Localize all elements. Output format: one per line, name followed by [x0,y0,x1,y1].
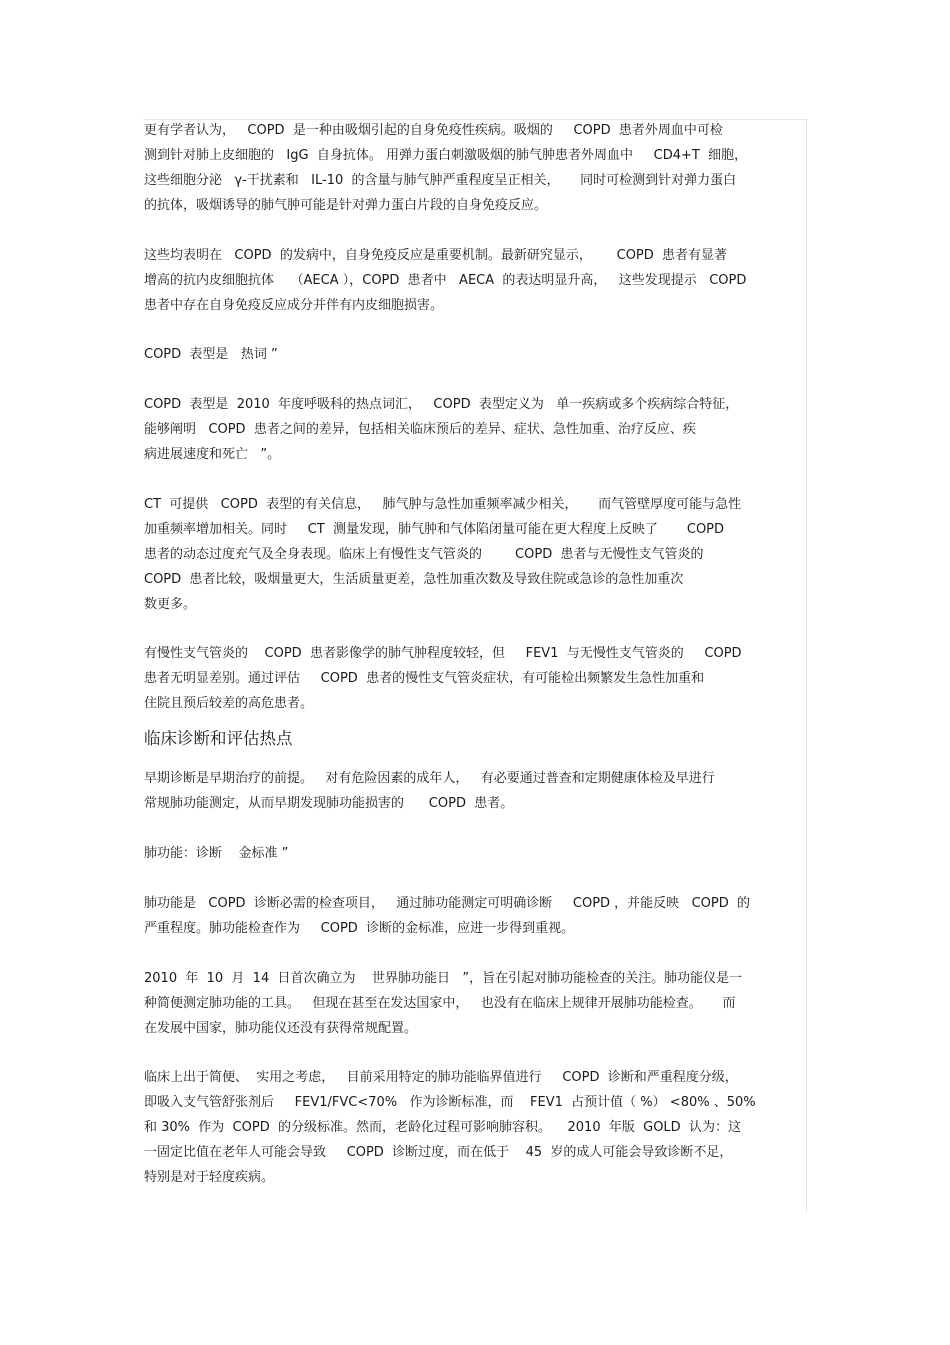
text-line: COPD 患者比较，吸烟量更大，生活质量更差，急性加重次数及导致住院或急诊的急性加重次 [144,571,684,587]
paragraph-early-diagnosis [144,766,806,816]
text-line: 有慢性支气管炎的 COPD 患者影像学的肺气肿程度较轻，但 FEV1 与无慢性支气管炎的 COPD [144,646,742,662]
paragraph-diagnostic-criteria [144,1065,806,1190]
paragraph-gap [144,218,806,243]
paragraph-gap [144,367,806,392]
text-line: 测到针对肺上皮细胞的 IgG 自身抗体。 用弹力蛋白刺激吸烟的肺气肿患者外周血中 CD4+T 细胞， [144,148,748,163]
text-line: 肺功能是 COPD 诊断必需的检查项目， 通过肺功能测定可明确诊断 COPD ，并能反映 COPD 的 [144,895,750,911]
paragraph-gap [144,617,806,642]
text-line: 严重程度。肺功能检查作为 COPD 诊断的金标准，应进一步得到重视。 [144,920,575,936]
text-line: COPD 表型是 热词 ” [144,347,278,363]
text-line: COPD 表型是 2010 年度呼吸科的热点词汇， COPD 表型定义为 单一疾病或多个疾病综合特征， [144,397,739,413]
text-line: 一固定比值在老年人可能会导致 COPD 诊断过度，而在低于 45 岁的成人可能会导致诊断不足， [144,1145,733,1161]
paragraph-gap [144,1041,806,1066]
paragraph-ct [144,492,806,617]
page-border-right [806,119,807,1212]
text-line: 加重频率增加相关。同时 CT 测量发现，肺气肿和气体陷闭量可能在更大程度上反映了 COPD [144,521,725,537]
text-line: 临床上出于简便、 实用之考虑， 目前采用特定的肺功能临界值进行 COPD 诊断和严重程度分级， [144,1070,738,1086]
paragraph-phenotype-definition [144,392,806,467]
subheading-phenotype [144,342,806,367]
text-line: 早期诊断是早期治疗的前提。 对有危险因素的成年人， 有必要通过普查和定期健康体检及早进行 [144,771,715,787]
paragraph-chronic-bronchitis [144,641,806,716]
paragraph-aeca [144,243,806,318]
text-line: 种简便测定肺功能的工具。 但现在甚至在发达国家中， 也没有在临床上规律开展肺功能检查。 而 [144,995,736,1011]
paragraph-gap [144,941,806,966]
paragraph-world-spirometry-day [144,966,806,1041]
paragraph-lung-function-test [144,891,806,941]
text-line: 的抗体，吸烟诱导的肺气肿可能是针对弹力蛋白片段的自身免疫反应。 [144,198,548,213]
text-line: 2010 年 10 月 14 日首次确立为 世界肺功能日 ”，旨在引起对肺功能检查的关注。肺功能仪是一 [144,970,743,986]
text-line: 患者的动态过度充气及全身表现。临床上有慢性支气管炎的 COPD 患者与无慢性支气管炎的 [144,546,704,562]
paragraph-gap [144,866,806,891]
paragraph-gap [144,816,806,841]
document-body [144,118,806,1190]
text-line: 常规肺功能测定，从而早期发现肺功能损害的 COPD 患者。 [144,796,514,812]
text-line: 肺功能：诊断 金标准 ” [144,846,289,862]
paragraph-gap [144,467,806,492]
text-line: 增高的抗内皮细胞抗体 （AECA ），COPD 患者中 AECA 的表达明显升高， 这些发现提示 COPD [144,272,747,288]
text-line: 患者中存在自身免疫反应成分并伴有内皮细胞损害。 [144,297,444,313]
text-line: 住院且预后较差的高危患者。 [144,696,314,712]
text-line: 这些细胞分泌 γ-干扰素和 IL-10 的含量与肺气肿严重程度呈正相关， 同时可检测到针对弹力蛋白 [144,173,737,188]
section-heading: 临床诊断和评估热点 [144,729,293,749]
text-line: 即吸入支气管舒张剂后 FEV1/FVC<70% 作为诊断标准，而 FEV1 占预计值（ %） <80% 、50% [144,1095,756,1111]
text-line: 病进展速度和死亡 ”。 [144,447,281,463]
text-line: CT 可提供 COPD 表型的有关信息， 肺气肿与急性加重频率减少相关， 而气管壁厚度可能与急性 [144,496,742,512]
text-line: 这些均表明在 COPD 的发病中，自身免疫反应是重要机制。最新研究显示， COPD 患者有显著 [144,247,728,263]
text-line: 特别是对于轻度疾病。 [144,1170,275,1186]
paragraph-gap [144,318,806,343]
text-line: 患者无明显差别。通过评估 COPD 患者的慢性支气管炎症状，有可能检出频繁发生急性加重和 [144,671,705,687]
text-line: 更有学者认为， COPD 是一种由吸烟引起的自身免疫性疾病。吸烟的 COPD 患者外周血中可检 [144,123,723,138]
text-line: 数更多。 [144,596,197,612]
subheading-lung-function [144,841,806,866]
text-line: 能够阐明 COPD 患者之间的差异，包括相关临床预后的差异、症状、急性加重、治疗反应、疾 [144,422,696,438]
text-line: 在发展中国家，肺功能仪还没有获得常规配置。 [144,1020,418,1036]
paragraph-autoimmune [144,118,806,218]
text-line: 和 30% 作为 COPD 的分级标准。然而，老龄化过程可影响肺容积。 2010 年版 GOLD 认为：这 [144,1120,741,1136]
